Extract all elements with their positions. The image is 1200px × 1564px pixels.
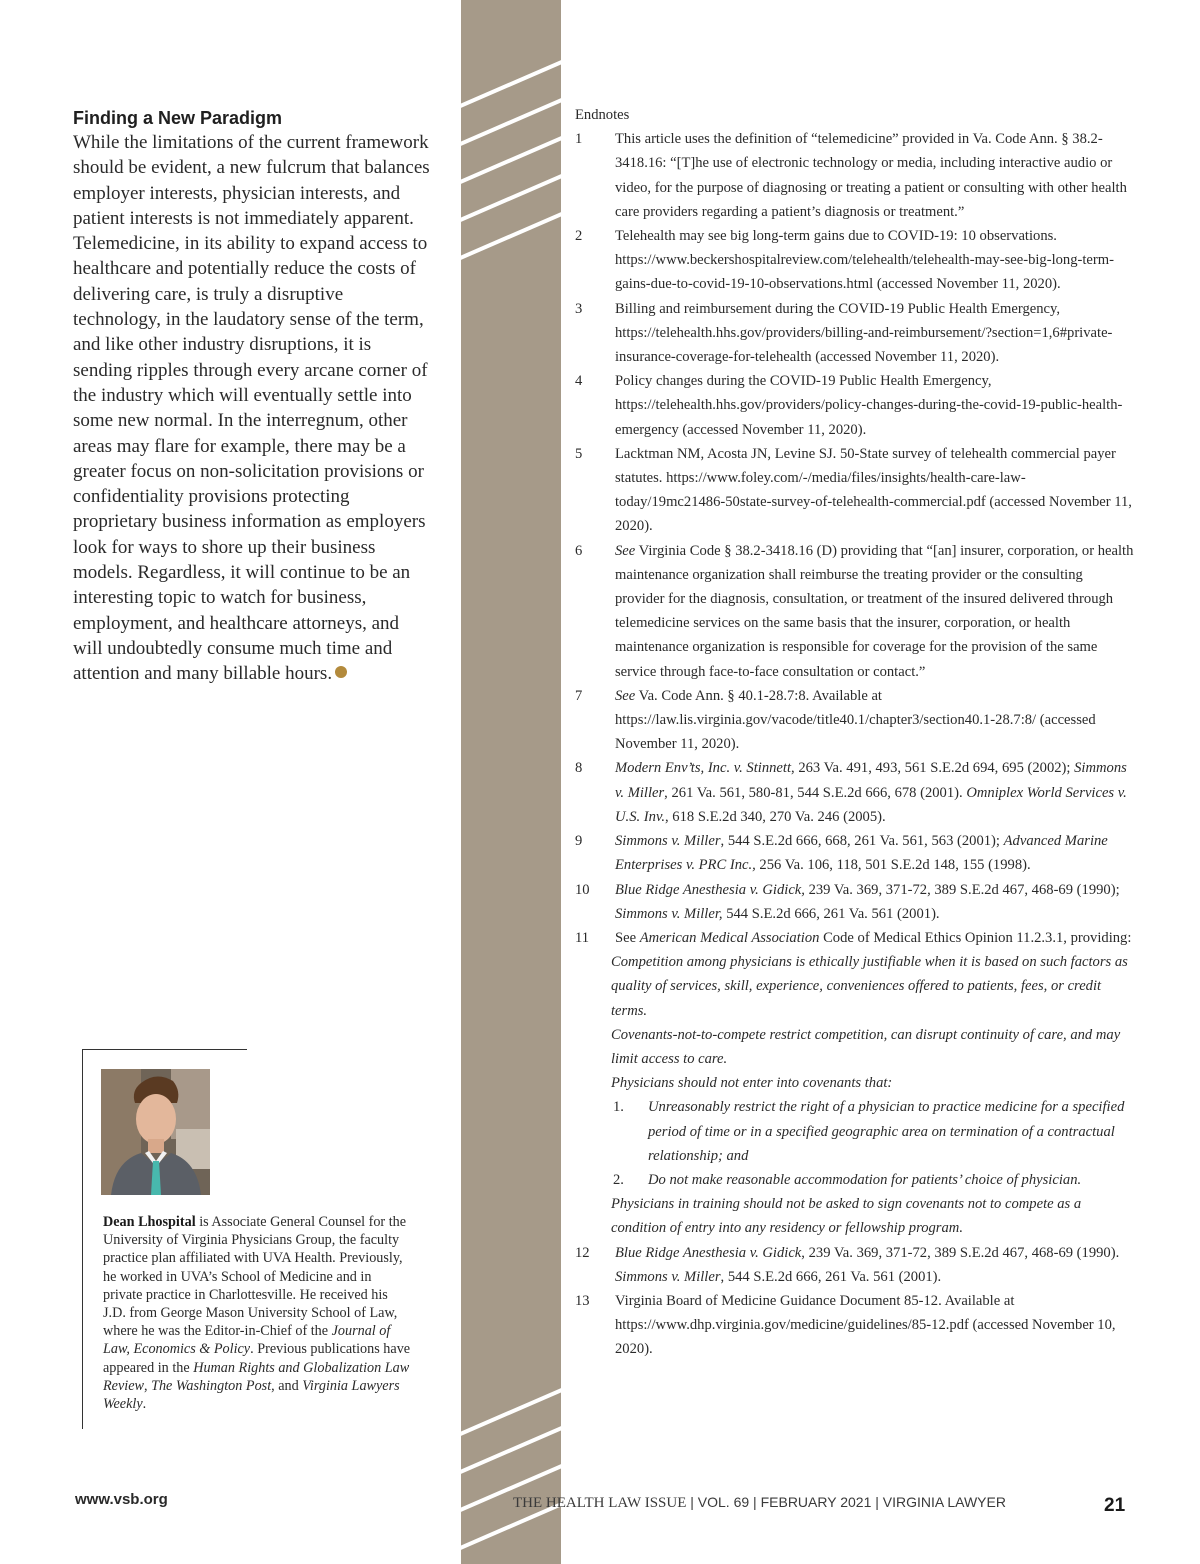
case-cite: , 239 Va. 369, 371-72, 389 S.E.2d 467, 468-69 (1990). <box>801 1244 1120 1261</box>
quoted-paragraph: Physicians in training should not be asked to sign covenants not to compete as a condition of entry into any residency or fellowship program. <box>611 1196 1082 1237</box>
endnote-5 <box>575 442 1135 539</box>
endnote-12 <box>575 1241 1135 1289</box>
endnote-number: 13 <box>575 1292 590 1309</box>
quoted-list-item <box>575 1168 1135 1192</box>
footer-separator: | <box>749 1494 761 1510</box>
bio-text-part: is Associate General Counsel for the University of Virginia Physicians Group, the faculty practice plan affiliated with UVA Health. Previously, he worked in UVA’s School of Medicine and in private practice in Charlottesville. He received his J.D. from George Mason University School of Law, where he was the Editor-in-Chief of the <box>103 1214 407 1340</box>
bio-rule-top <box>82 1049 247 1050</box>
endnote-signal: See <box>615 542 636 559</box>
endnote-number: 3 <box>575 300 583 317</box>
decorative-stripe <box>461 0 561 1564</box>
footer-separator: | <box>871 1494 883 1510</box>
endnote-text: Lacktman NM, Acosta JN, Levine SJ. 50-State survey of telehealth commercial payer statutes. https://www.foley.com/-/media/files/insights/health-care-law-today/19mc21486-50state-survey-of-telehealth-commercial.pdf (accessed November 11, 2020). <box>615 445 1132 535</box>
footer-magazine: VIRGINIA LAWYER <box>882 1494 1006 1510</box>
bio-publication: Virginia Lawyers Weekly <box>103 1377 400 1413</box>
quoted-paragraph: Physicians should not enter into covenants that: <box>611 1075 893 1092</box>
endnote-signal: See <box>615 687 636 704</box>
endnote-2 <box>575 224 1135 297</box>
diagonal-lines <box>461 0 561 1564</box>
case-name: Simmons v. Miller, <box>615 905 723 922</box>
footer-volume: VOL. 69 <box>697 1494 750 1510</box>
author-bio-text <box>103 1213 413 1413</box>
endnote-7 <box>575 684 1135 757</box>
endnote-text: Policy changes during the COVID-19 Public Health Emergency, https://telehealth.hhs.gov/providers/policy-changes-during-the-covid-19-public-health-emergency (accessed November 11, 2020). <box>615 373 1123 438</box>
endnote-number: 2 <box>575 228 583 245</box>
section-heading: Finding a New Paradigm <box>73 108 283 128</box>
quoted-list-number: 1. <box>613 1099 624 1116</box>
article-paragraph <box>73 130 433 687</box>
endnote-11 <box>575 926 1135 950</box>
bio-publication: The Washington Post <box>151 1377 272 1394</box>
author-name: Dean Lhospital <box>103 1214 196 1230</box>
endnote-number: 10 <box>575 881 590 898</box>
endnote-number: 1 <box>575 131 583 148</box>
quoted-list-text: Unreasonably restrict the right of a physician to practice medicine for a specified period of time or in a specified geographic area on termination of a contractual relationship; and <box>648 1099 1125 1164</box>
case-cite: , 544 S.E.2d 666, 668, 261 Va. 561, 563 (2001); <box>720 833 1004 850</box>
endnote-1 <box>575 127 1135 224</box>
endnote-text: Billing and reimbursement during the COVID-19 Public Health Emergency, https://telehealth.hhs.gov/providers/billing-and-reimbursement/?section=1,6#private-insurance-coverage-for-telehealth (accessed November 11, 2020). <box>615 300 1113 366</box>
author-bio-box <box>82 1049 412 1429</box>
case-name: Omniplex World Services v. U.S. Inv. <box>615 784 1127 825</box>
endnote-text: Telehealth may see big long-term gains due to COVID-19: 10 observations. https://www.beckershospitalreview.com/telehealth/telehealth-may-see-big-long-term-gains-due-to-covid-19-10-observations.html (accessed November 11, 2020). <box>615 228 1114 293</box>
case-cite: , 618 S.E.2d 340, 270 Va. 246 (2005). <box>664 808 886 825</box>
endnote-text: See <box>615 929 640 946</box>
case-cite: 239 Va. 369, 371-72, 389 S.E.2d 467, 468-69 (1990); <box>804 881 1120 898</box>
endnote-4 <box>575 369 1135 442</box>
quoted-paragraph: Covenants-not-to-compete restrict competition, can disrupt continuity of care, and may limit access to care. <box>611 1026 1121 1067</box>
case-name: Advanced Marine Enterprises v. PRC Inc., <box>615 833 1108 874</box>
endnote-text: Code of Medical Ethics Opinion 11.2.3.1, providing: <box>819 929 1132 946</box>
endnote-number: 12 <box>575 1244 590 1261</box>
endnote-6 <box>575 539 1135 684</box>
case-cite: , 261 Va. 561, 580-81, 544 S.E.2d 666, 678 (2001). <box>664 784 967 801</box>
endnote-number: 9 <box>575 833 583 850</box>
bio-text-part: , <box>143 1377 152 1394</box>
footer-date: FEBRUARY 2021 <box>760 1494 872 1510</box>
case-name: Modern Env’ts, Inc. v. Stinnett <box>615 760 792 777</box>
end-of-article-dot-icon <box>335 666 347 678</box>
footer-issue-title: THE HEALTH LAW ISSUE <box>513 1495 687 1511</box>
endnote-text: Va. Code Ann. § 40.1-28.7:8. Available at https://law.lis.virginia.gov/vacode/title40.1/chapter3/section40.1-28.7:8/ (accessed November 11, 2020). <box>615 687 1096 753</box>
bio-text-part: , and <box>271 1377 303 1394</box>
case-cite: , 263 Va. 491, 493, 561 S.E.2d 694, 695 (2002); <box>791 760 1075 777</box>
footer-website-link[interactable]: www.vsb.org <box>75 1491 168 1508</box>
endnote-9 <box>575 829 1135 877</box>
case-name: Simmons v. Miller <box>615 833 721 850</box>
endnote-13 <box>575 1289 1135 1362</box>
case-name: Simmons v. Miller <box>615 760 1127 801</box>
case-name: Blue Ridge Anesthesia v. Gidick, <box>615 881 805 898</box>
organization-name: American Medical Association <box>639 929 820 946</box>
endnote-text: Virginia Board of Medicine Guidance Document 85-12. Available at https://www.dhp.virginia.gov/medicine/guidelines/85-12.pdf (accessed November 10, 2020). <box>615 1292 1116 1358</box>
case-name: Blue Ridge Anesthesia v. Gidick <box>615 1244 802 1261</box>
endnote-number: 5 <box>575 445 583 462</box>
endnote-text: This article uses the definition of “telemedicine” provided in Va. Code Ann. § 38.2-3418.16: “[T]he use of electronic technology or media, including interactive audio or video, for the purpose of diagnosing or treating a patient or consulting with other health care providers regarding a patient’s diagnosis or treatment.” <box>615 131 1127 220</box>
endnote-number: 8 <box>575 760 583 777</box>
endnote-number: 7 <box>575 687 583 704</box>
endnote-8 <box>575 756 1135 829</box>
bio-journal: Journal of Law, Economics & Policy <box>103 1323 391 1358</box>
case-cite: 544 S.E.2d 666, 261 Va. 561 (2001). <box>722 905 940 922</box>
author-photo <box>101 1069 210 1195</box>
article-body: While the limitations of the current framework should be evident, a new fulcrum that balances employer interests, physician interests, and patient interests is not immediately apparent. Telemedicine, in its ability to expand access to healthcare and potentially reduce the costs of delivering care, is truly a disruptive technology, in the laudatory sense of the term, and like other industry disruptions, it is sending ripples through every arcane corner of the industry which will eventually settle into some new normal. In the interregnum, other areas may flare for example, there may be a greater focus on non-solicitation provisions or confidentiality provisions protecting proprietary business information as employers look for ways to shore up their business models. Regardless, it will continue to be an interesting topic to watch for business, employment, and healthcare attorneys, and will undoubtedly consume much time and attention and many billable hours. <box>73 132 430 685</box>
page-number: 21 <box>1104 1495 1126 1516</box>
bio-text-part: . <box>142 1396 147 1413</box>
endnotes-title: Endnotes <box>575 107 630 123</box>
bio-rule-left <box>82 1049 83 1429</box>
endnote-number: 6 <box>575 542 583 559</box>
endnote-number: 4 <box>575 373 583 390</box>
endnote-10 <box>575 878 1135 926</box>
bio-publication: Human Rights and Globalization Law Review <box>103 1359 410 1394</box>
quoted-paragraph: Competition among physicians is ethically justifiable when it is based on such factors as quality of services, skill, experience, conveniences offered to patients, fees, or credit terms. <box>611 954 1128 1019</box>
running-footer <box>513 1494 1006 1512</box>
quoted-list-number: 2. <box>613 1171 624 1188</box>
footer-separator: | <box>686 1494 698 1510</box>
article-column <box>73 106 433 687</box>
endnote-text: Virginia Code § 38.2-3418.16 (D) providing that “[an] insurer, corporation, or health maintenance organization shall reimburse the treating provider or the consulting provider for the diagnosis, consultation, or treatment of the insured delivered through telemedicine services on the same basis that the insurer, corporation, or health maintenance organization is responsible for coverage for the provision of the same service through face-to-face consultation or contact.” <box>615 542 1134 680</box>
endnotes <box>575 103 1135 1362</box>
quoted-list-text: Do not make reasonable accommodation for patients’ choice of physician. <box>648 1171 1082 1188</box>
endnote-number: 11 <box>575 929 590 946</box>
case-cite: , 544 S.E.2d 666, 261 Va. 561 (2001). <box>720 1268 942 1285</box>
endnote-3 <box>575 297 1135 370</box>
bio-text-part: . Previous publications have appeared in the <box>103 1341 411 1376</box>
case-name: Simmons v. Miller <box>615 1268 721 1285</box>
quoted-list-item <box>575 1095 1135 1168</box>
case-cite: 256 Va. 106, 118, 501 S.E.2d 148, 155 (1998). <box>755 857 1031 874</box>
